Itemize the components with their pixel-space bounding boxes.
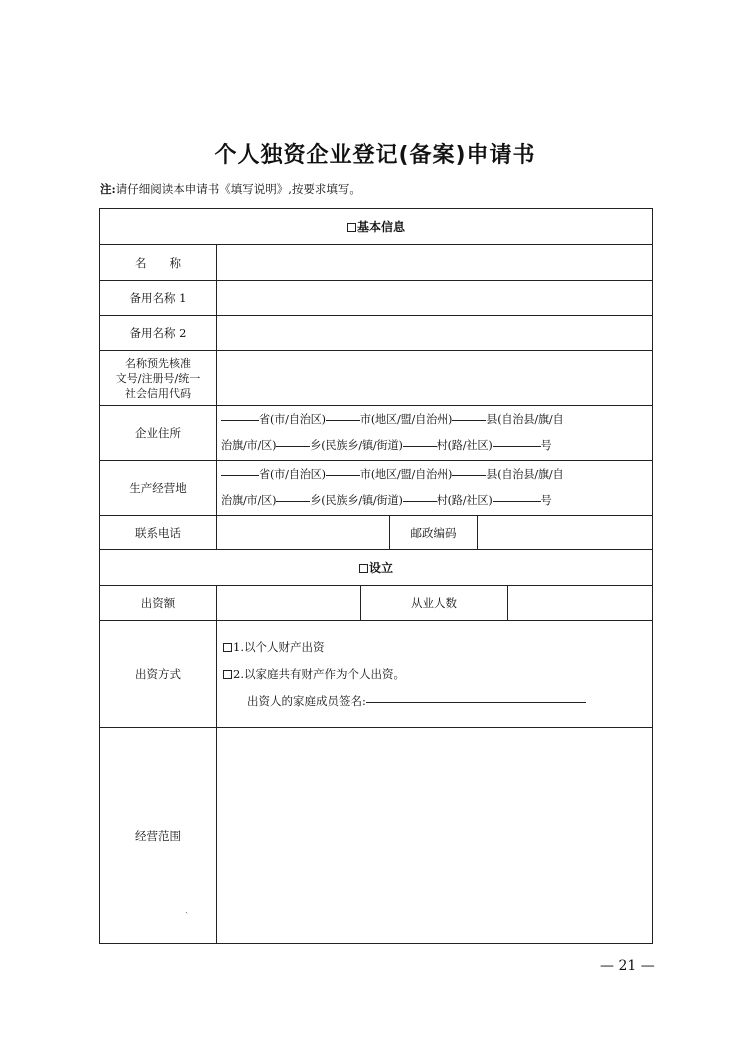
- setup-checkbox[interactable]: [359, 564, 368, 573]
- residence-address-line-1: [221, 407, 648, 433]
- residence-number-unit: 号: [540, 439, 552, 452]
- business-county-blank[interactable]: [452, 474, 486, 476]
- business-township-unit: 乡(民族乡/镇/街道): [310, 494, 403, 507]
- note-text: 请仔细阅读本申请书《填写说明》,按要求填写。: [115, 182, 361, 196]
- employees-label: 从业人数: [361, 586, 508, 621]
- alt-name-1-label: 备用名称 1: [100, 281, 217, 316]
- capital-field[interactable]: [217, 586, 361, 621]
- precheck-field[interactable]: [217, 351, 653, 406]
- basic-info-header-row: [100, 209, 653, 245]
- capital-employees-row: [100, 586, 653, 621]
- basic-info-checkbox[interactable]: [347, 223, 356, 232]
- residence-province-blank[interactable]: [221, 419, 259, 421]
- business-scope-field[interactable]: [217, 728, 653, 944]
- precheck-label-line-2: 文号/注册号/统一: [115, 371, 201, 385]
- basic-info-header: [100, 209, 653, 245]
- business-place-address-line-1: [221, 462, 648, 488]
- business-township-blank[interactable]: [276, 500, 310, 502]
- residence-row: [100, 406, 653, 461]
- setup-label: 设立: [369, 561, 394, 575]
- phone-label: 联系电话: [100, 516, 217, 550]
- capital-option-2-checkbox[interactable]: [223, 670, 232, 679]
- capital-option-1-checkbox[interactable]: [223, 643, 232, 652]
- residence-address-line-2: [221, 433, 648, 459]
- phone-field[interactable]: [217, 516, 390, 550]
- family-signature-line: [221, 688, 648, 715]
- business-county-unit: 县(自治县/旗/自: [486, 468, 564, 481]
- residence-city-blank[interactable]: [326, 419, 360, 421]
- capital-label: 出资额: [100, 586, 217, 621]
- name-field[interactable]: [217, 245, 653, 281]
- setup-header-row: [100, 550, 653, 586]
- residence-county-unit-cont: 治旗/市/区): [221, 439, 277, 452]
- residence-number-blank[interactable]: [493, 445, 541, 447]
- residence-label: 企业住所: [100, 406, 217, 461]
- business-place-label: 生产经营地: [100, 461, 217, 516]
- business-village-blank[interactable]: [403, 500, 437, 502]
- residence-city-unit: 市(地区/盟/自治州): [359, 413, 453, 426]
- capital-option-2-label: 2.以家庭共有财产作为个人出资。: [233, 666, 405, 681]
- residence-province-unit: 省(市/自治区): [259, 413, 326, 426]
- business-place-address-line-2: [221, 488, 648, 514]
- business-scope-row: [100, 728, 653, 944]
- precheck-row: [100, 351, 653, 406]
- business-province-unit: 省(市/自治区): [259, 468, 326, 481]
- capital-option-1-label: 1.以个人财产出资: [233, 639, 325, 654]
- residence-township-unit: 乡(民族乡/镇/街道): [310, 439, 403, 452]
- capital-option-1[interactable]: [221, 634, 648, 661]
- residence-village-blank[interactable]: [403, 445, 437, 447]
- name-row: [100, 245, 653, 281]
- form-note: [100, 181, 361, 197]
- scan-speck: ˎ: [185, 903, 189, 914]
- postcode-label: 邮政编码: [390, 516, 478, 550]
- alt-name-2-label: 备用名称 2: [100, 316, 217, 351]
- postcode-field[interactable]: [478, 516, 653, 550]
- residence-county-unit: 县(自治县/旗/自: [486, 413, 564, 426]
- capital-method-row: [100, 621, 653, 728]
- family-signature-blank[interactable]: [366, 701, 586, 703]
- name-label: 名 称: [100, 245, 217, 281]
- residence-address-field[interactable]: [217, 406, 653, 461]
- capital-method-label: 出资方式: [100, 621, 217, 728]
- business-scope-label: 经营范围: [100, 728, 217, 944]
- residence-county-blank[interactable]: [452, 419, 486, 421]
- business-village-unit: 村(路/社区): [436, 494, 493, 507]
- business-number-unit: 号: [540, 494, 552, 507]
- alt-name-1-row: [100, 281, 653, 316]
- application-form-table: [99, 208, 653, 944]
- capital-method-options: [217, 621, 653, 728]
- capital-option-2[interactable]: [221, 661, 648, 688]
- residence-township-blank[interactable]: [276, 445, 310, 447]
- business-city-unit: 市(地区/盟/自治州): [359, 468, 453, 481]
- business-number-blank[interactable]: [493, 500, 541, 502]
- residence-village-unit: 村(路/社区): [436, 439, 493, 452]
- precheck-label-line-3: 社会信用代码: [125, 386, 191, 400]
- alt-name-1-field[interactable]: [217, 281, 653, 316]
- precheck-label-line-1: 名称预先核准: [125, 356, 191, 370]
- business-city-blank[interactable]: [326, 474, 360, 476]
- business-place-row: [100, 461, 653, 516]
- alt-name-2-field[interactable]: [217, 316, 653, 351]
- business-place-address-field[interactable]: [217, 461, 653, 516]
- alt-name-2-row: [100, 316, 653, 351]
- page-number: — 21 —: [600, 958, 655, 974]
- note-prefix: 注:: [100, 182, 116, 196]
- employees-field[interactable]: [508, 586, 653, 621]
- phone-postcode-row: [100, 516, 653, 550]
- business-county-unit-cont: 治旗/市/区): [221, 494, 277, 507]
- form-title: 个人独资企业登记(备案)申请书: [214, 143, 536, 168]
- setup-header: [100, 550, 653, 586]
- basic-info-label: 基本信息: [357, 220, 406, 234]
- business-province-blank[interactable]: [221, 474, 259, 476]
- family-signature-label: 出资人的家庭成员签名:: [247, 693, 366, 708]
- precheck-label: [100, 351, 217, 406]
